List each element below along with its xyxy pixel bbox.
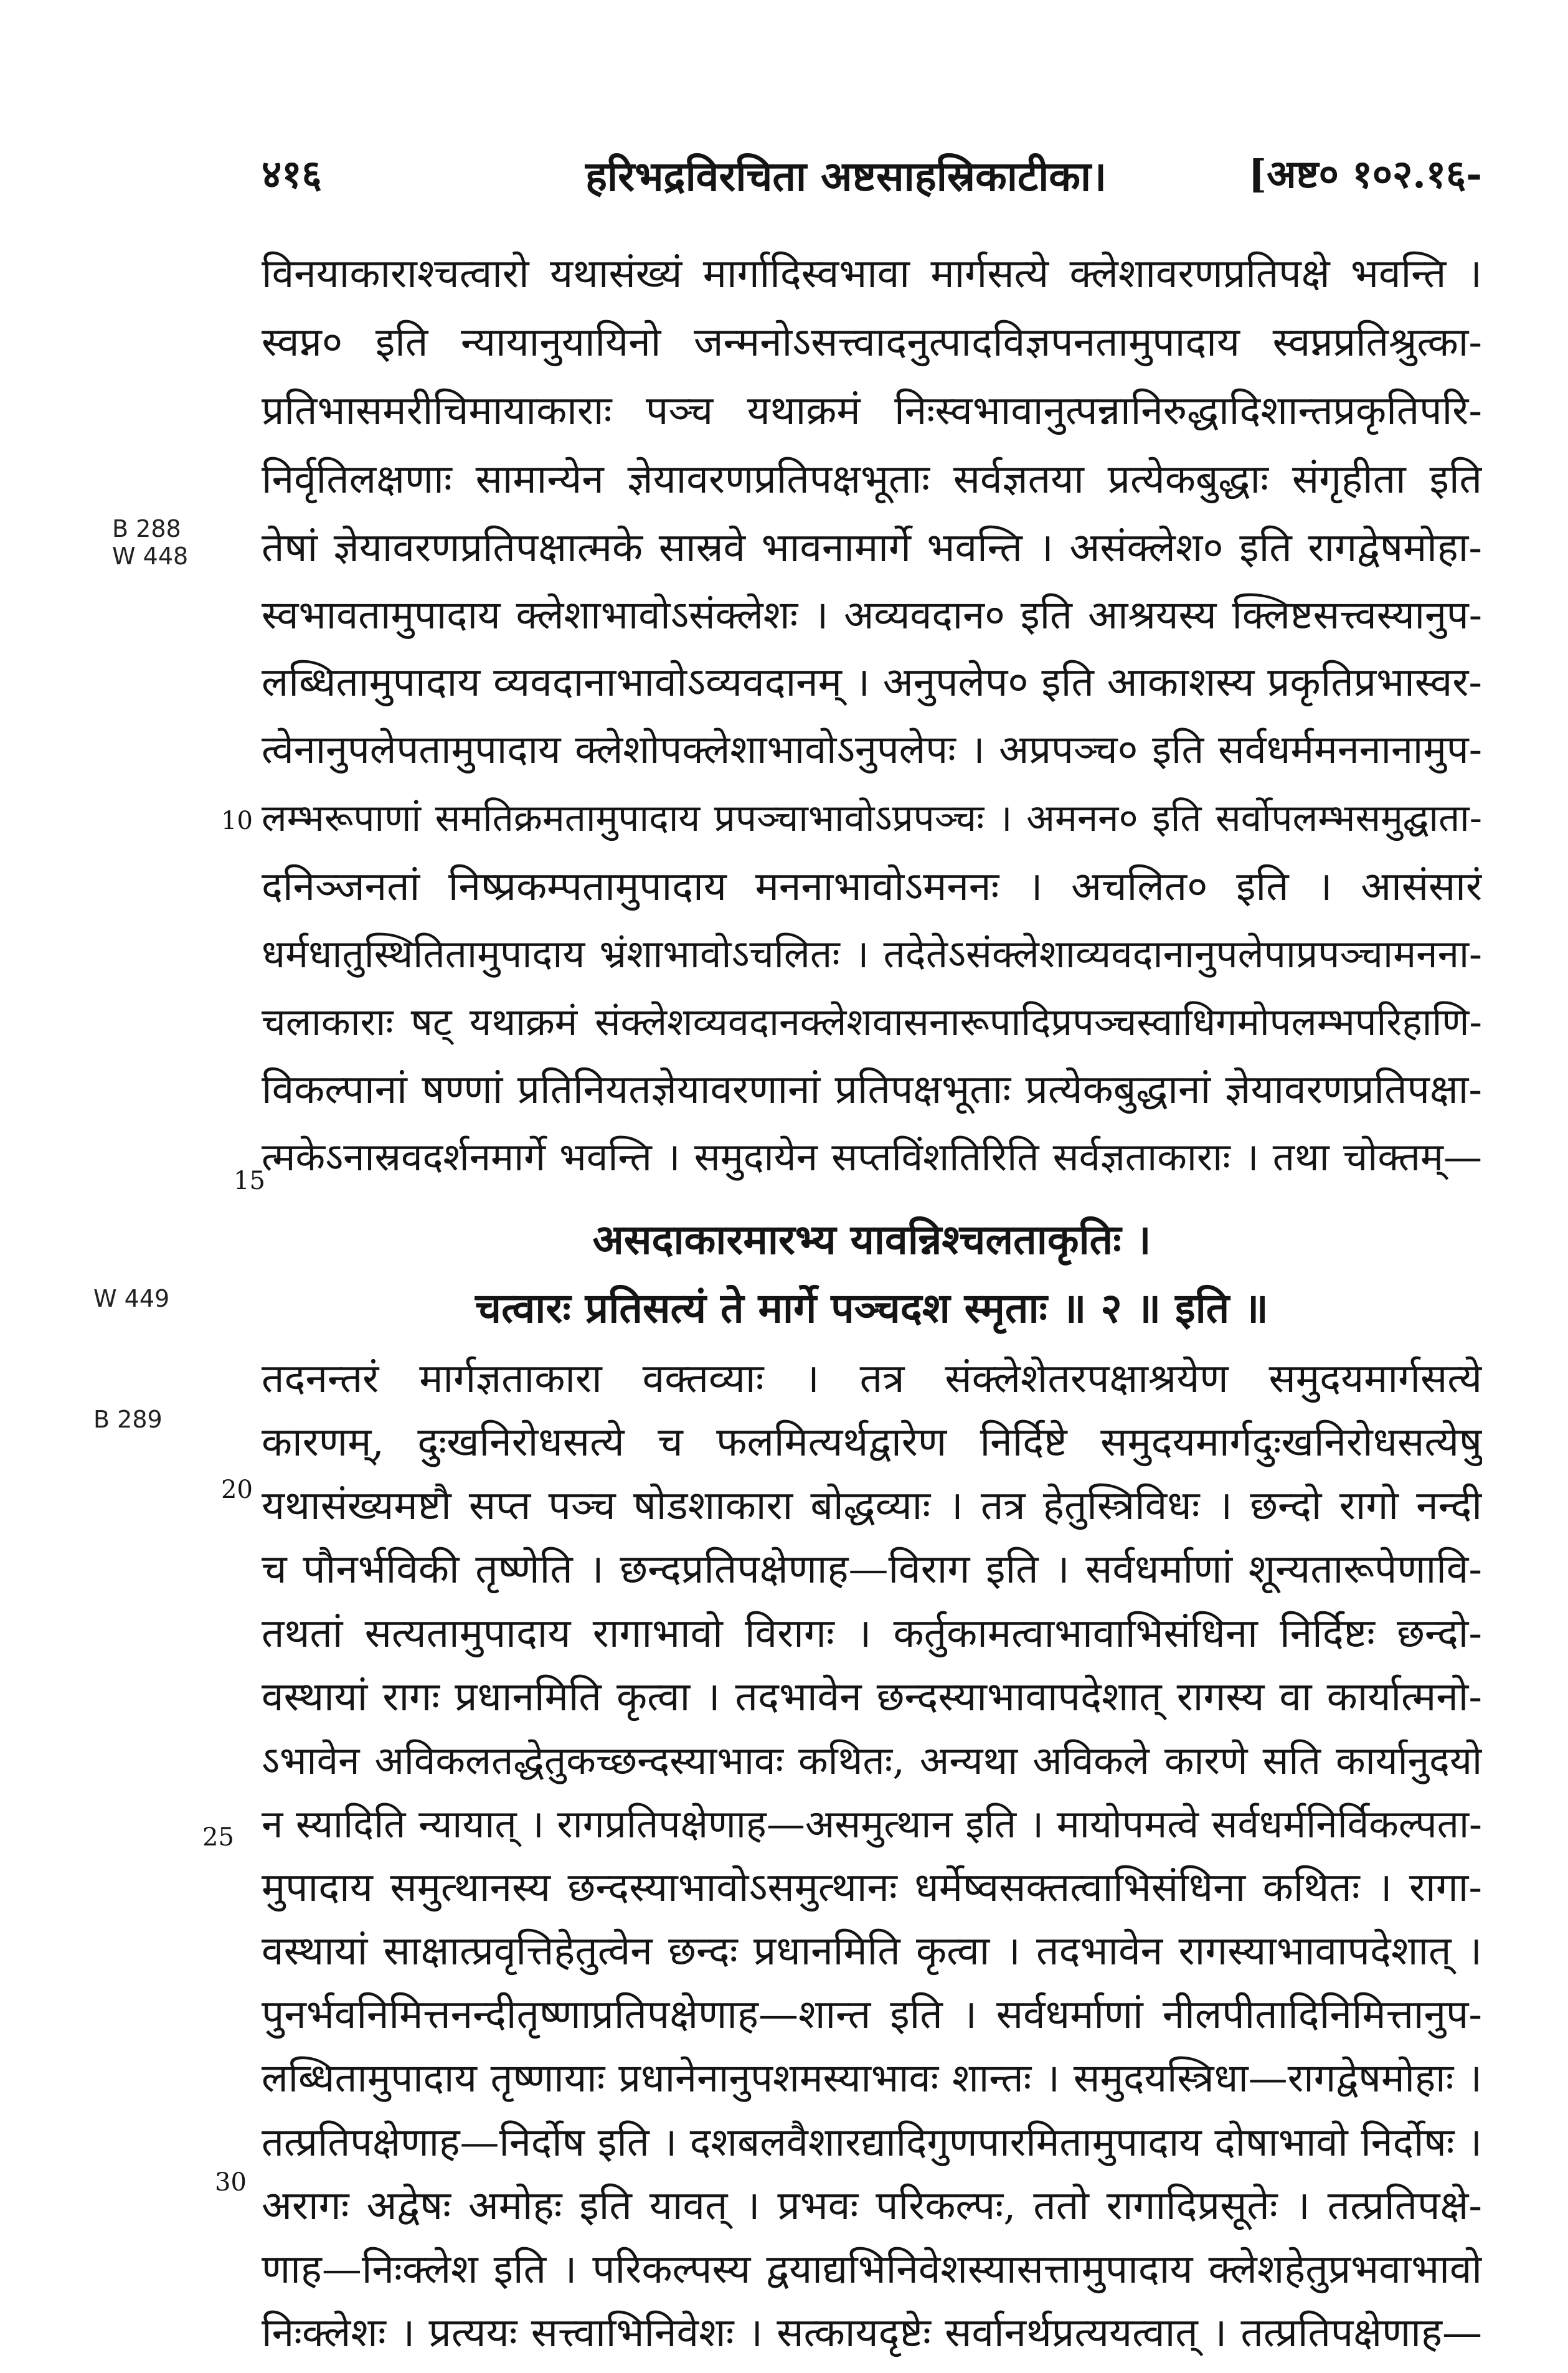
text-line: लब्धितामुपादाय तृष्णायाः प्रधानेनानुपशमस्याभावः शान्तः । समुदयस्त्रिधा—रागद्वेषमोहाः । <box>262 2055 1482 2101</box>
line-number-10: 10 <box>221 807 253 835</box>
text-line: त्वेनानुपलेपतामुपादाय क्लेशोपक्लेशाभावोऽनुपलेपः । अप्रपञ्च० इति सर्वधर्ममननानामुप- <box>262 727 1482 772</box>
text-line: स्वभावतामुपादाय क्लेशाभावोऽसंक्लेशः । अव्यवदान० इति आश्रयस्य क्लिष्टसत्त्वस्यानुप- <box>262 592 1482 638</box>
text-line: च पौनर्भविकी तृष्णेति । छन्दप्रतिपक्षेणाह—विराग इति । सर्वधर्माणां शून्यतारूपेणावि- <box>262 1546 1482 1593</box>
margin-ref-w449: W 449 <box>93 1285 170 1312</box>
text-line: पुनर्भवनिमित्तनन्दीतृष्णाप्रतिपक्षेणाह—शान्त इति । सर्वधर्माणां नीलपीतादिनिमित्तानुप- <box>262 1992 1482 2038</box>
text-line: तदनन्तरं मार्गज्ञताकारा वक्तव्याः । तत्र संक्लेशेतरपक्षाश्रयेण समुदयमार्गसत्ये <box>262 1356 1482 1402</box>
margin-ref-b288: B 288 <box>112 515 181 542</box>
line-number-25: 25 <box>202 1823 234 1852</box>
verse-line: चत्वारः प्रतिसत्यं ते मार्गे पञ्चदश स्मृताः ॥ २ ॥ इति ॥ <box>475 1284 1268 1332</box>
text-line: वस्थायां साक्षात्प्रवृत्तिहेतुत्वेन छन्दः प्रधानमिति कृत्वा । तदभावेन रागस्याभावापदेशात् । <box>262 1928 1482 1974</box>
text-line: निर्वृतिलक्षणाः सामान्येन ज्ञेयावरणप्रतिपक्षभूताः सर्वज्ञतया प्रत्येकबुद्धाः संगृहीता इति <box>262 457 1482 503</box>
text-line: विकल्पानां षण्णां प्रतिनियतज्ञेयावरणानां प्रतिपक्षभूताः प्रत्येकबुद्धानां ज्ञेयावरणप्रतिपक्षा- <box>262 1067 1482 1113</box>
running-title: हरिभद्रविरचिता अष्टसाहस्रिकाटीका। <box>585 152 1107 201</box>
text-line: अरागः अद्वेषः अमोहः इति यावत् । प्रभवः परिकल्पः, ततो रागादिप्रसूतेः । तत्प्रतिपक्षे- <box>262 2183 1482 2229</box>
margin-ref-w448: W 448 <box>112 542 189 570</box>
text-line: त्मकेऽनास्रवदर्शनमार्गे भवन्ति । समुदायेन सप्तविंशतिरिति सर्वज्ञताकाराः । तथा चोक्तम्— <box>262 1134 1482 1180</box>
margin-ref-b289: B 289 <box>93 1406 163 1433</box>
text-line: लम्भरूपाणां समतिक्रमतामुपादाय प्रपञ्चाभावोऽप्रपञ्चः । अमनन० इति सर्वोपलम्भसमुद्घाता- <box>262 797 1482 840</box>
text-line: दनिञ्जनतां निष्प्रकम्पतामुपादाय मननाभावोऽमननः । अचलित० इति । आसंसारं <box>262 864 1482 910</box>
text-line: मुपादाय समुत्थानस्य छन्दस्याभावोऽसमुत्थानः धर्मेष्वसक्तत्वाभिसंधिना कथितः । रागा- <box>262 1865 1482 1911</box>
text-line: स्वप्न० इति न्यायानुयायिनो जन्मनोऽसत्त्वादनुत्पादविज्ञपनतामुपादाय स्वप्नप्रतिश्रुत्का- <box>262 320 1482 366</box>
text-line: लब्धितामुपादाय व्यवदानाभावोऽव्यवदानम् । अनुपलेप० इति आकाशस्य प्रकृतिप्रभास्वर- <box>262 660 1482 706</box>
section-reference: [अष्ट० १०२.१६- <box>1248 151 1482 197</box>
text-line: तथतां सत्यतामुपादाय रागाभावो विरागः । कर्तुकामत्वाभावाभिसंधिना निर्दिष्टः छन्दो- <box>262 1611 1482 1657</box>
text-line: तेषां ज्ञेयावरणप्रतिपक्षात्मके सास्रवे भावनामार्गे भवन्ति । असंक्लेश० इति रागद्वेषमोहा- <box>262 525 1482 571</box>
text-line: ऽभावेन अविकलतद्धेतुकच्छन्दस्याभावः कथितः, अन्यथा अविकले कारणे सति कार्यानुदयो <box>262 1738 1482 1783</box>
text-line: चलाकाराः षट् यथाक्रमं संक्लेशव्यवदानक्लेशवासनारूपादिप्रपञ्चस्वाधिगमोपलम्भपरिहाणि- <box>262 1000 1482 1044</box>
text-line: विनयाकाराश्चत्वारो यथासंख्यं मार्गादिस्वभावा मार्गसत्ये क्लेशावरणप्रतिपक्षे भवन्ति । <box>262 251 1482 297</box>
line-number-15: 15 <box>234 1167 265 1195</box>
page-number: ४१६ <box>262 151 322 197</box>
text-line: वस्थायां रागः प्रधानमिति कृत्वा । तदभावेन छन्दस्याभावापदेशात् रागस्य वा कार्यात्मनो- <box>262 1674 1482 1720</box>
text-line: प्रतिभासमरीचिमायाकाराः पञ्च यथाक्रमं निःस्वभावानुत्पन्नानिरुद्धादिशान्तप्रकृतिपरि- <box>262 388 1482 434</box>
text-line: धर्मधातुस्थितितामुपादाय भ्रंशाभावोऽचलितः । तदेतेऽसंक्लेशाव्यवदानानुपलेपाप्रपञ्चामनना- <box>262 931 1482 977</box>
running-header <box>262 147 1482 222</box>
line-number-20: 20 <box>221 1475 253 1504</box>
text-line: निःक्लेशः । प्रत्ययः सत्त्वाभिनिवेशः । सत्कायदृष्टेः सर्वानर्थप्रत्ययत्वात् । तत्प्रतिपक्षेणाह— <box>262 2310 1482 2356</box>
verse-line: असदाकारमारभ्य यावन्निश्चलताकृतिः । <box>592 1215 1151 1264</box>
text-line: न स्यादिति न्यायात् । रागप्रतिपक्षेणाह—असमुत्थान इति । मायोपमत्वे सर्वधर्मनिर्विकल्पता- <box>262 1801 1482 1847</box>
text-line: कारणम्, दुःखनिरोधसत्ये च फलमित्यर्थद्वारेण निर्दिष्टे समुदयमार्गदुःखनिरोधसत्येषु <box>262 1419 1482 1466</box>
text-line: तत्प्रतिपक्षेणाह—निर्दोष इति । दशबलवैशारद्यादिगुणपारमितामुपादाय दोषाभावो निर्दोषः । <box>262 2120 1482 2165</box>
line-number-30: 30 <box>215 2168 247 2197</box>
text-line: णाह—निःक्लेश इति । परिकल्पस्य द्वयाद्यभिनिवेशस्यासत्तामुपादाय क्लेशहेतुप्रभवाभावो <box>262 2247 1482 2293</box>
text-line: यथासंख्यमष्टौ सप्त पञ्च षोडशाकारा बोद्धव्याः । तत्र हेतुस्त्रिविधः । छन्दो रागो नन्दी <box>262 1483 1482 1529</box>
